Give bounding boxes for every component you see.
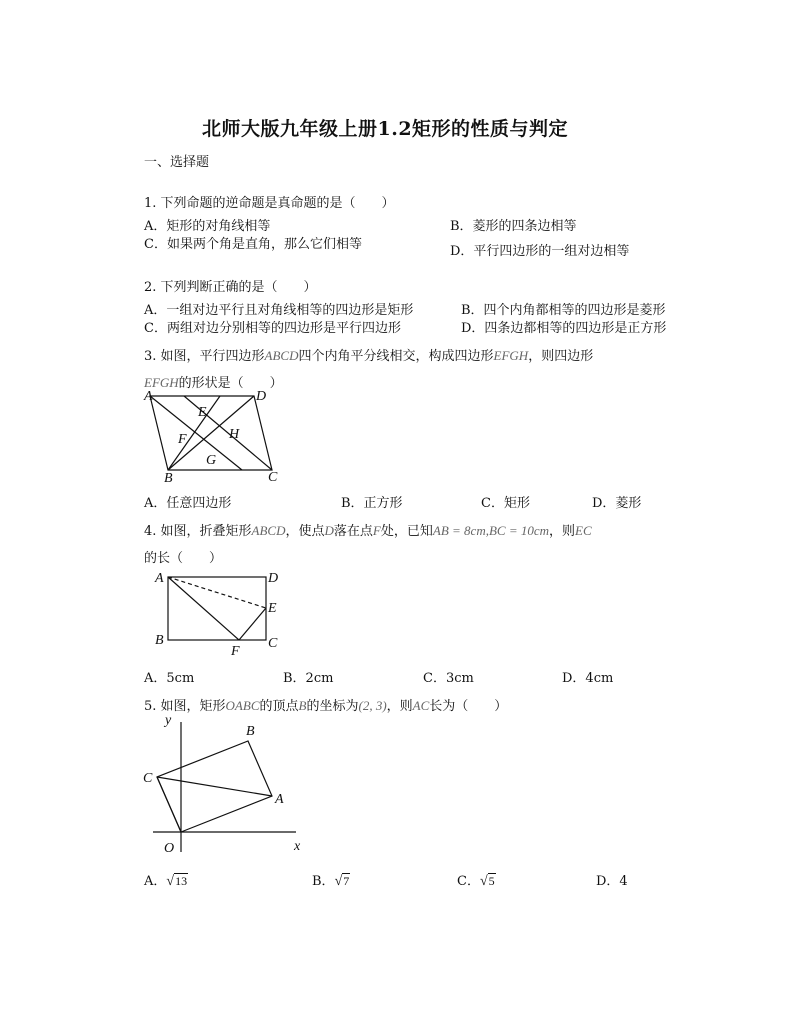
q4-label-b: B bbox=[155, 633, 164, 648]
question-4-option-c[interactable]: C．3cm bbox=[423, 671, 474, 686]
question-3-option-c[interactable]: C．矩形 bbox=[481, 496, 530, 511]
q5-option-b-prefix: B． bbox=[312, 874, 335, 889]
question-4-stem bbox=[144, 520, 592, 539]
q5-stem-suffix: 长为（ ） bbox=[429, 699, 508, 714]
page-title: 北师大版九年级上册1.2矩形的性质与判定 bbox=[202, 118, 569, 140]
question-1-option-b[interactable]: B．菱形的四条边相等 bbox=[450, 219, 577, 234]
q5-stem-prefix: 5. 如图，矩形 bbox=[144, 699, 226, 714]
q4-label-f: F bbox=[231, 644, 240, 658]
q4-math-f: F bbox=[372, 523, 381, 538]
q4-math-lengths: AB = 8cm,BC = 10cm bbox=[432, 523, 549, 538]
q3-stem-prefix: 3. 如图，平行四边形 bbox=[144, 349, 265, 364]
question-1-option-d[interactable]: D．平行四边形的一组对边相等 bbox=[450, 244, 630, 259]
q3-label-g: G bbox=[206, 453, 217, 468]
q5-label-y: y bbox=[165, 713, 172, 728]
q3-math-efgh: EFGH bbox=[493, 348, 529, 363]
q3-label-h: H bbox=[229, 427, 240, 442]
q3-stem-mid: 四个内角平分线相交，构成四边形 bbox=[298, 349, 494, 364]
q5-stem-mid: 的顶点 bbox=[259, 699, 299, 714]
question-1-stem: 1. 下列命题的逆命题是真命题的是（ ） bbox=[144, 196, 395, 211]
question-3-option-a[interactable]: A．任意四边形 bbox=[144, 496, 232, 511]
q3-stem-line2: 的形状是（ ） bbox=[178, 376, 283, 391]
question-5-option-d[interactable]: D．4 bbox=[596, 874, 628, 889]
question-4-option-b[interactable]: B．2cm bbox=[283, 671, 334, 686]
section-heading: 一、选择题 bbox=[144, 155, 210, 170]
question-3-option-d[interactable]: D．菱形 bbox=[592, 496, 642, 511]
q5-label-b: B bbox=[246, 724, 255, 739]
q4-stem-prefix: 4. 如图，折叠矩形 bbox=[144, 524, 252, 539]
question-1-option-c[interactable]: C．如果两个角是直角，那么它们相等 bbox=[144, 237, 362, 252]
q4-math-abcd: ABCD bbox=[251, 523, 286, 538]
q5-stem-mid3: ，则 bbox=[386, 699, 413, 714]
question-3-stem bbox=[144, 345, 593, 364]
q5-option-a-radicand: 13 bbox=[175, 874, 188, 888]
q3-label-d: D bbox=[256, 389, 267, 404]
q4-fold-ae bbox=[168, 577, 266, 608]
q5-stem-mid2: 的坐标为 bbox=[306, 699, 359, 714]
q5-math-b: B bbox=[298, 698, 307, 713]
q5-diagonal-ac bbox=[157, 777, 272, 796]
q5-option-a-prefix: A． bbox=[144, 874, 167, 889]
question-1-option-a[interactable]: A．矩形的对角线相等 bbox=[144, 219, 271, 234]
q4-stem-mid3: 处，已知 bbox=[380, 524, 433, 539]
q5-option-c-radicand: 5 bbox=[488, 874, 495, 888]
question-4-option-d[interactable]: D．4cm bbox=[562, 671, 614, 686]
question-2-option-a[interactable]: A．一组对边平行且对角线相等的四边形是矩形 bbox=[144, 303, 414, 318]
q5-math-coord: (2, 3) bbox=[358, 698, 387, 713]
q4-label-c: C bbox=[268, 636, 278, 651]
question-2-option-d[interactable]: D．四条边都相等的四边形是正方形 bbox=[461, 321, 667, 336]
question-5-option-b[interactable] bbox=[312, 870, 350, 890]
question-3-option-b[interactable]: B．正方形 bbox=[341, 496, 403, 511]
q5-label-a: A bbox=[275, 792, 284, 807]
q4-label-d: D bbox=[268, 571, 279, 586]
question-4-option-a[interactable]: A．5cm bbox=[144, 671, 195, 686]
question-2-option-c[interactable]: C．两组对边分别相等的四边形是平行四边形 bbox=[144, 321, 401, 336]
q5-label-c: C bbox=[143, 771, 153, 786]
q5-coordinate-figure bbox=[138, 710, 310, 860]
q3-parallelogram-figure bbox=[140, 388, 290, 484]
q5-option-b-radicand: 7 bbox=[343, 874, 350, 888]
q5-label-o: O bbox=[164, 841, 175, 856]
q5-option-c-prefix: C． bbox=[457, 874, 480, 889]
q3-label-c: C bbox=[268, 470, 278, 484]
q4-stem-mid: ，使点 bbox=[285, 524, 325, 539]
q3-math-abcd: ABCD bbox=[264, 348, 299, 363]
question-2-option-b[interactable]: B．四个内角都相等的四边形是菱形 bbox=[461, 303, 666, 318]
q5-option-b-sqrt: √7 bbox=[334, 874, 350, 889]
q3-math-efgh-2: EFGH bbox=[144, 375, 179, 390]
q4-rectangle bbox=[168, 577, 266, 640]
q3-stem-suffix: ，则四边形 bbox=[528, 349, 594, 364]
question-2-stem: 2. 下列判断正确的是（ ） bbox=[144, 280, 317, 295]
q4-math-d: D bbox=[324, 523, 334, 538]
q5-math-ac: AC bbox=[412, 698, 430, 713]
q5-label-x: x bbox=[294, 839, 301, 854]
q4-stem-mid2: 落在点 bbox=[333, 524, 373, 539]
q3-label-a: A bbox=[144, 389, 153, 404]
q4-segment-fe bbox=[239, 608, 266, 640]
q4-math-ec: EC bbox=[575, 523, 592, 538]
q3-label-b: B bbox=[164, 471, 173, 484]
q4-stem-mid4: ，则 bbox=[549, 524, 576, 539]
question-5-option-c[interactable] bbox=[457, 870, 496, 890]
q4-label-e: E bbox=[268, 601, 277, 616]
q3-label-e: E bbox=[198, 405, 207, 420]
q4-rectangle-figure bbox=[150, 568, 290, 658]
q5-option-a-sqrt: √13 bbox=[166, 874, 188, 889]
question-4-stem-line2: 的长（ ） bbox=[144, 551, 223, 566]
question-5-option-a[interactable] bbox=[144, 870, 188, 890]
q5-math-oabc: OABC bbox=[225, 698, 260, 713]
q4-fold-af bbox=[168, 577, 239, 640]
q5-segment-oc bbox=[157, 777, 181, 832]
q5-option-c-sqrt: √5 bbox=[479, 874, 495, 889]
q4-label-a: A bbox=[155, 571, 164, 586]
q3-label-f: F bbox=[178, 432, 187, 447]
